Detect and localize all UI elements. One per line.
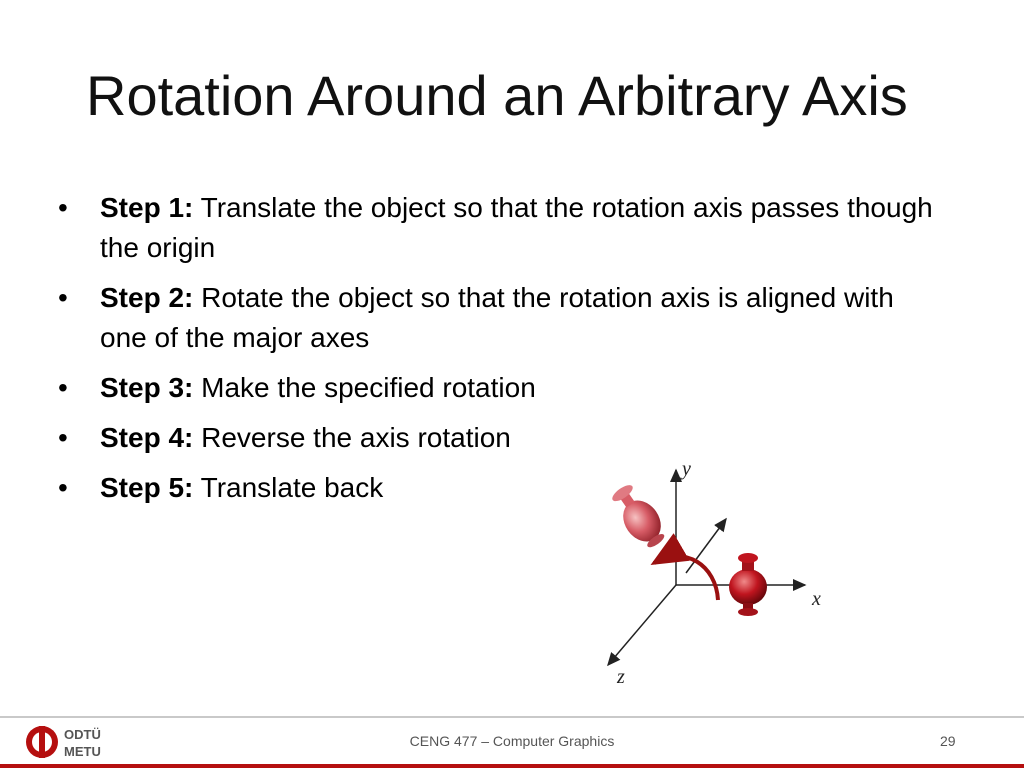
slide-title: Rotation Around an Arbitrary Axis	[86, 64, 908, 127]
rotation-arrow	[654, 556, 718, 600]
step-label: Step 4:	[100, 422, 194, 453]
course-title: CENG 477 – Computer Graphics	[409, 733, 615, 749]
z-axis	[608, 585, 676, 665]
step-label: Step 2:	[100, 282, 194, 313]
rotation-axis-figure	[590, 455, 840, 695]
y-axis-label: y	[682, 458, 691, 480]
step-label: Step 3:	[100, 372, 194, 403]
x-axis-label: x	[812, 588, 821, 610]
step-text: Make the specified rotation	[201, 372, 536, 403]
svg-text:METU: METU	[64, 744, 101, 759]
svg-text:ODTÜ: ODTÜ	[64, 727, 101, 742]
list-item	[58, 278, 938, 358]
footer-divider	[0, 716, 1024, 718]
step-text: Reverse the axis rotation	[201, 422, 511, 453]
rotated-vase	[606, 479, 672, 553]
step-text: Translate back	[200, 472, 384, 503]
z-axis-label: z	[617, 666, 625, 688]
step-text: Rotate the object so that the rotation axis is aligned with one of the major axes	[100, 282, 894, 353]
bullet-icon: •	[58, 192, 68, 223]
bullet-icon: •	[58, 422, 68, 453]
bullet-icon: •	[58, 372, 68, 403]
list-item	[58, 188, 938, 268]
step-label: Step 5:	[100, 472, 194, 503]
list-item	[58, 368, 938, 408]
step-label: Step 1:	[100, 192, 194, 223]
page-number: 29	[940, 733, 956, 749]
bullet-icon: •	[58, 282, 68, 313]
step-text: Translate the object so that the rotation axis passes though the origin	[100, 192, 933, 263]
bullet-icon: •	[58, 472, 68, 503]
footer-accent-bar	[0, 764, 1024, 768]
list-item	[58, 418, 938, 458]
original-vase	[729, 553, 767, 616]
rotation-axis	[686, 519, 726, 573]
